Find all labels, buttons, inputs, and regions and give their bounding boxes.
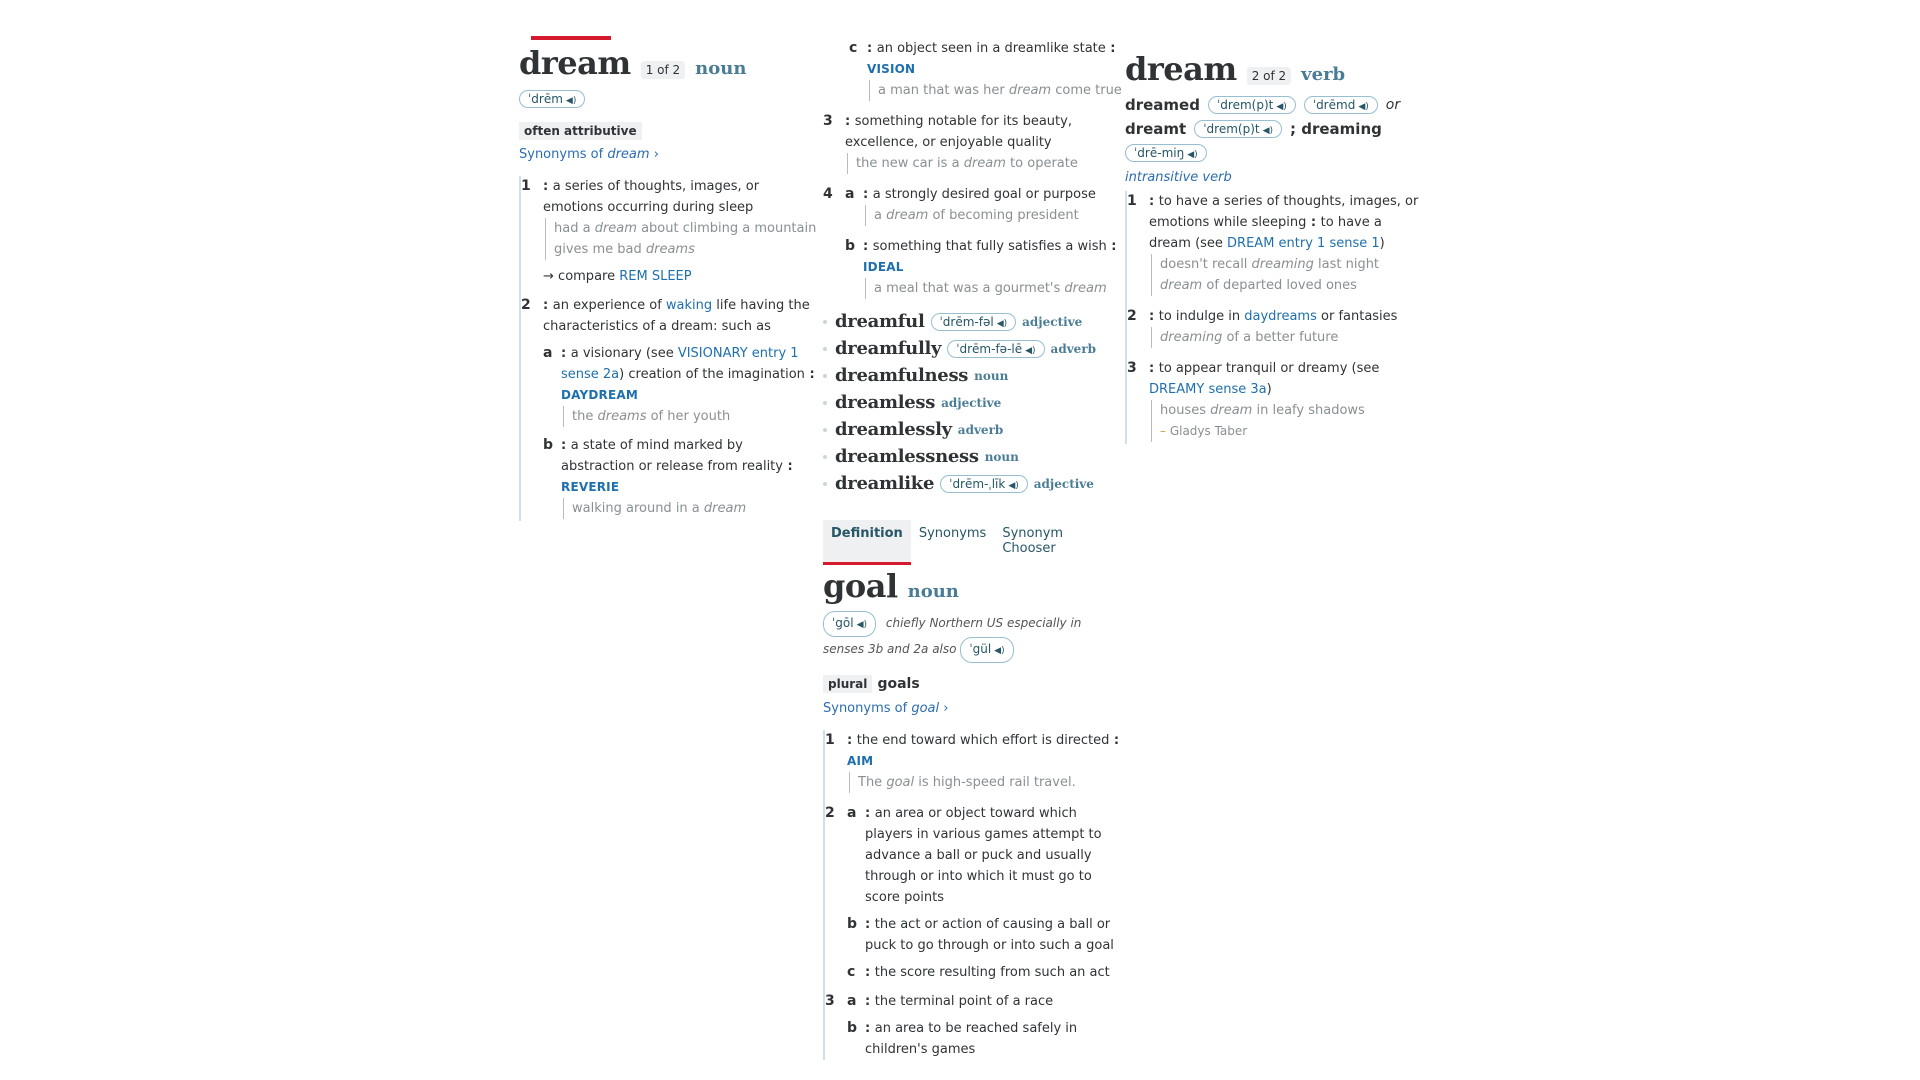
- speaker-icon: ◀): [1025, 345, 1036, 356]
- cross-ref-link[interactable]: VISIONARY entry 1 sense 2a: [561, 346, 799, 382]
- headword: dream: [519, 44, 631, 82]
- verbal-illustration: a dream of becoming president: [865, 205, 1123, 226]
- run-on-entry: dreamless adjective: [823, 392, 1123, 413]
- inflections: dreamed ˈdrem(p)t ◀) ˈdrēmd ◀) or dreamt ˈdrem(p)t ◀) ; dreaming ˈdrē-miŋ ◀): [1125, 96, 1401, 160]
- subsense-a: a : an area or object toward which players in various games attempt to advance a ball or puck and usually through or into which it must go to score points: [847, 805, 1102, 905]
- chevron-right-icon: ›: [943, 701, 949, 716]
- synonyms-link[interactable]: [519, 143, 819, 162]
- tab-synonyms[interactable]: Synonyms: [918, 526, 987, 541]
- sense-2: 2 a : an area or object toward which players in various games attempt to advance a ball or puck and usually through or into which it must go to score points b : the act or action of causing a ball or puck to go through or into such a goal c : the score resulting from such an act: [825, 803, 1123, 983]
- sense-2: 2 : to indulge in daydreams or fantasies dreaming of a better future: [1127, 306, 1425, 350]
- homograph-number: 1 of 2: [641, 61, 685, 79]
- run-on-entry: dreamlessly adverb: [823, 419, 1123, 440]
- sense-3: 3 : something notable for its beauty, excellence, or enjoyable quality the new car is a dream to operate: [823, 111, 1123, 176]
- subsense-c: c : an object seen in a dreamlike state : VISION a man that was her dream come true: [823, 38, 1123, 103]
- verbal-illustration: walking around in a dream: [563, 498, 819, 519]
- definition-text: a series of thoughts, images, or emotions occurring during sleep: [543, 179, 760, 215]
- pronunciation-button[interactable]: ˈdrem(p)t ◀): [1194, 120, 1282, 138]
- subsense-b: b : an area to be reached safely in children's games: [847, 1020, 1078, 1057]
- cross-ref-link[interactable]: REM SLEEP: [619, 269, 692, 284]
- synonym-link[interactable]: IDEAL: [863, 260, 904, 274]
- plural-form: plural goals: [823, 673, 1123, 693]
- homograph-number: 2 of 2: [1247, 67, 1291, 85]
- part-of-speech: noun: [907, 581, 959, 602]
- part-of-speech: verb: [1301, 64, 1346, 85]
- verbal-illustration: dreaming of a better future: [1151, 327, 1425, 348]
- part-of-speech: noun: [695, 58, 747, 79]
- verbal-illustration: the new car is a dream to operate: [847, 153, 1123, 174]
- speaker-icon: ◀): [856, 620, 868, 630]
- synonyms-link-text: Synonyms of: [519, 147, 608, 162]
- pronunciation-button[interactable]: ˈdrēmd ◀): [1304, 96, 1378, 114]
- sense-1: 1 : the end toward which effort is directed : AIM The goal is high-speed rail travel.: [825, 730, 1123, 795]
- run-on-entry: dreamfulness noun: [823, 365, 1123, 386]
- headword: goal: [823, 567, 898, 605]
- run-on-entry: dreamlessness noun: [823, 446, 1123, 467]
- cross-ref-link[interactable]: DREAMY sense 3a: [1149, 382, 1267, 397]
- sense-3: 3 : to appear tranquil or dreamy (see DREAMY sense 3a) houses dream in leafy shadows – Gladys Taber: [1127, 358, 1425, 444]
- synonym-link[interactable]: VISION: [867, 62, 916, 76]
- subsense-b: b : something that fully satisfies a wish : IDEAL a meal that was a gourmet's dream: [845, 236, 1123, 301]
- compare-label: compare: [558, 269, 620, 284]
- tab-synonym-chooser[interactable]: Synonym Chooser: [1002, 526, 1064, 556]
- speaker-icon: ◀): [1008, 480, 1019, 491]
- subsense-a: a : the terminal point of a race: [847, 993, 1054, 1009]
- chevron-right-icon: ›: [653, 147, 659, 162]
- sense-3: 3 a : the terminal point of a race b : an area to be reached safely in children's games: [825, 991, 1123, 1060]
- run-on-entries: [823, 311, 1123, 494]
- run-on-entry: dreamlike ˈdrēm-ˌlīk ◀) adjective: [823, 473, 1123, 494]
- verb-type-label: intransitive verb: [1125, 170, 1232, 185]
- synonym-link[interactable]: DAYDREAM: [561, 388, 639, 402]
- speaker-icon: ◀): [565, 96, 577, 106]
- synonym-link[interactable]: REVERIE: [561, 480, 620, 494]
- cross-ref-link[interactable]: DREAM entry 1 sense 1: [1227, 236, 1380, 251]
- speaker-icon: ◀): [1358, 102, 1369, 112]
- cross-ref-link[interactable]: waking: [665, 298, 713, 313]
- pronunciation-button[interactable]: ˈdrēm-ˌlīk ◀): [940, 475, 1028, 493]
- verbal-illustration: the dreams of her youth: [563, 406, 819, 427]
- subsense-a: a : a strongly desired goal or purpose a dream of becoming president: [845, 184, 1123, 228]
- pronunciation-button[interactable]: ˈdrem(p)t ◀): [1208, 96, 1296, 114]
- verbal-illustration: a meal that was a gourmet's dream: [865, 278, 1123, 299]
- run-on-entry: dreamful ˈdrēm-fəl ◀) adjective: [823, 311, 1123, 332]
- active-indicator: [531, 36, 611, 40]
- sense-2: 2 : an experience of waking life having the characteristics of a dream: such as a : a visionary (see VISIONARY entry 1 sense 2a) creation of the imagination : DAYDREAM the dreams of her youth b : a state of mind marked by abstraction or release from reality : REVERIE walking around in a dream: [521, 295, 819, 521]
- pronunciation-button[interactable]: ˈgül ◀): [960, 637, 1013, 663]
- subsense-c: c : the score resulting from such an act: [847, 964, 1110, 980]
- pronunciation-button[interactable]: ˈdrēm-fəl ◀): [931, 313, 1017, 331]
- pronunciation-button[interactable]: [519, 90, 585, 108]
- sense-number: 2: [521, 297, 531, 313]
- speaker-icon: ◀): [1262, 126, 1274, 136]
- synonyms-link-word: dream: [607, 147, 650, 162]
- subsense-b: b : the act or action of causing a ball or puck to go through or into such a goal: [847, 916, 1114, 953]
- speaker-icon: ◀): [994, 646, 1005, 656]
- headword: dream: [1125, 50, 1237, 88]
- cross-ref-link[interactable]: daydreams: [1244, 309, 1317, 324]
- run-on-entry: dreamfully ˈdrēm-fə-lē ◀) adverb: [823, 338, 1123, 359]
- entry-dream-noun-continued: [823, 38, 1123, 558]
- pronunciation-button[interactable]: ˈdrēm-fə-lē ◀): [947, 340, 1044, 358]
- verbal-illustration: houses dream in leafy shadows – Gladys Taber: [1151, 400, 1425, 442]
- sense-1: 1 : to have a series of thoughts, images, or emotions while sleeping : to have a dream (see DREAM entry 1 sense 1) doesn't recall dreaming last night dream of departed loved ones: [1127, 191, 1425, 298]
- sense-1: 1 : a series of thoughts, images, or emotions occurring during sleep had a dream about climbing a mountain gives me bad dreams → compare REM SLEEP: [521, 176, 819, 287]
- entry-goal-noun: [823, 520, 1123, 1060]
- synonyms-link[interactable]: Synonyms of goal ›: [823, 701, 949, 716]
- pronunciation-text: ˈdrēm: [528, 92, 563, 106]
- arrow-icon: →: [543, 269, 554, 284]
- pronunciations: [823, 611, 1123, 663]
- subsense-a: a : a visionary (see VISIONARY entry 1 sense 2a) creation of the imagination : DAYDREAM the dreams of her youth: [543, 343, 819, 429]
- speaker-icon: ◀): [996, 318, 1008, 329]
- speaker-icon: ◀): [1187, 150, 1198, 160]
- sense-4: 4 a : a strongly desired goal or purpose a dream of becoming president b : something that fully satisfies a wish : IDEAL a meal that was a gourmet's dream: [823, 184, 1123, 301]
- pronunciation-button[interactable]: ˈdrē-miŋ ◀): [1125, 144, 1207, 162]
- pronunciation-note: chiefly Northern US especially in senses 3b and 2a also: [823, 616, 1082, 656]
- synonym-link[interactable]: AIM: [847, 754, 874, 768]
- verbal-illustration: had a dream about climbing a mountain gives me bad dreams: [545, 218, 819, 260]
- verbal-illustration: doesn't recall dreaming last night dream of departed loved ones: [1151, 254, 1425, 296]
- pronunciation-button[interactable]: ˈgōl ◀): [823, 611, 876, 637]
- tab-bar: [823, 520, 1123, 565]
- tab-definition[interactable]: Definition: [823, 520, 911, 565]
- entry-dream-noun: [519, 38, 819, 518]
- usage-label: often attributive: [519, 122, 642, 140]
- sense-number: 1: [521, 178, 531, 194]
- verbal-illustration: The goal is high-speed rail travel.: [849, 772, 1123, 793]
- entry-dream-verb: [1125, 50, 1425, 490]
- speaker-icon: ◀): [1276, 102, 1287, 112]
- subsense-b: b : a state of mind marked by abstraction or release from reality : REVERIE walking around in a dream: [543, 435, 819, 521]
- verbal-illustration: a man that was her dream come true: [869, 80, 1123, 101]
